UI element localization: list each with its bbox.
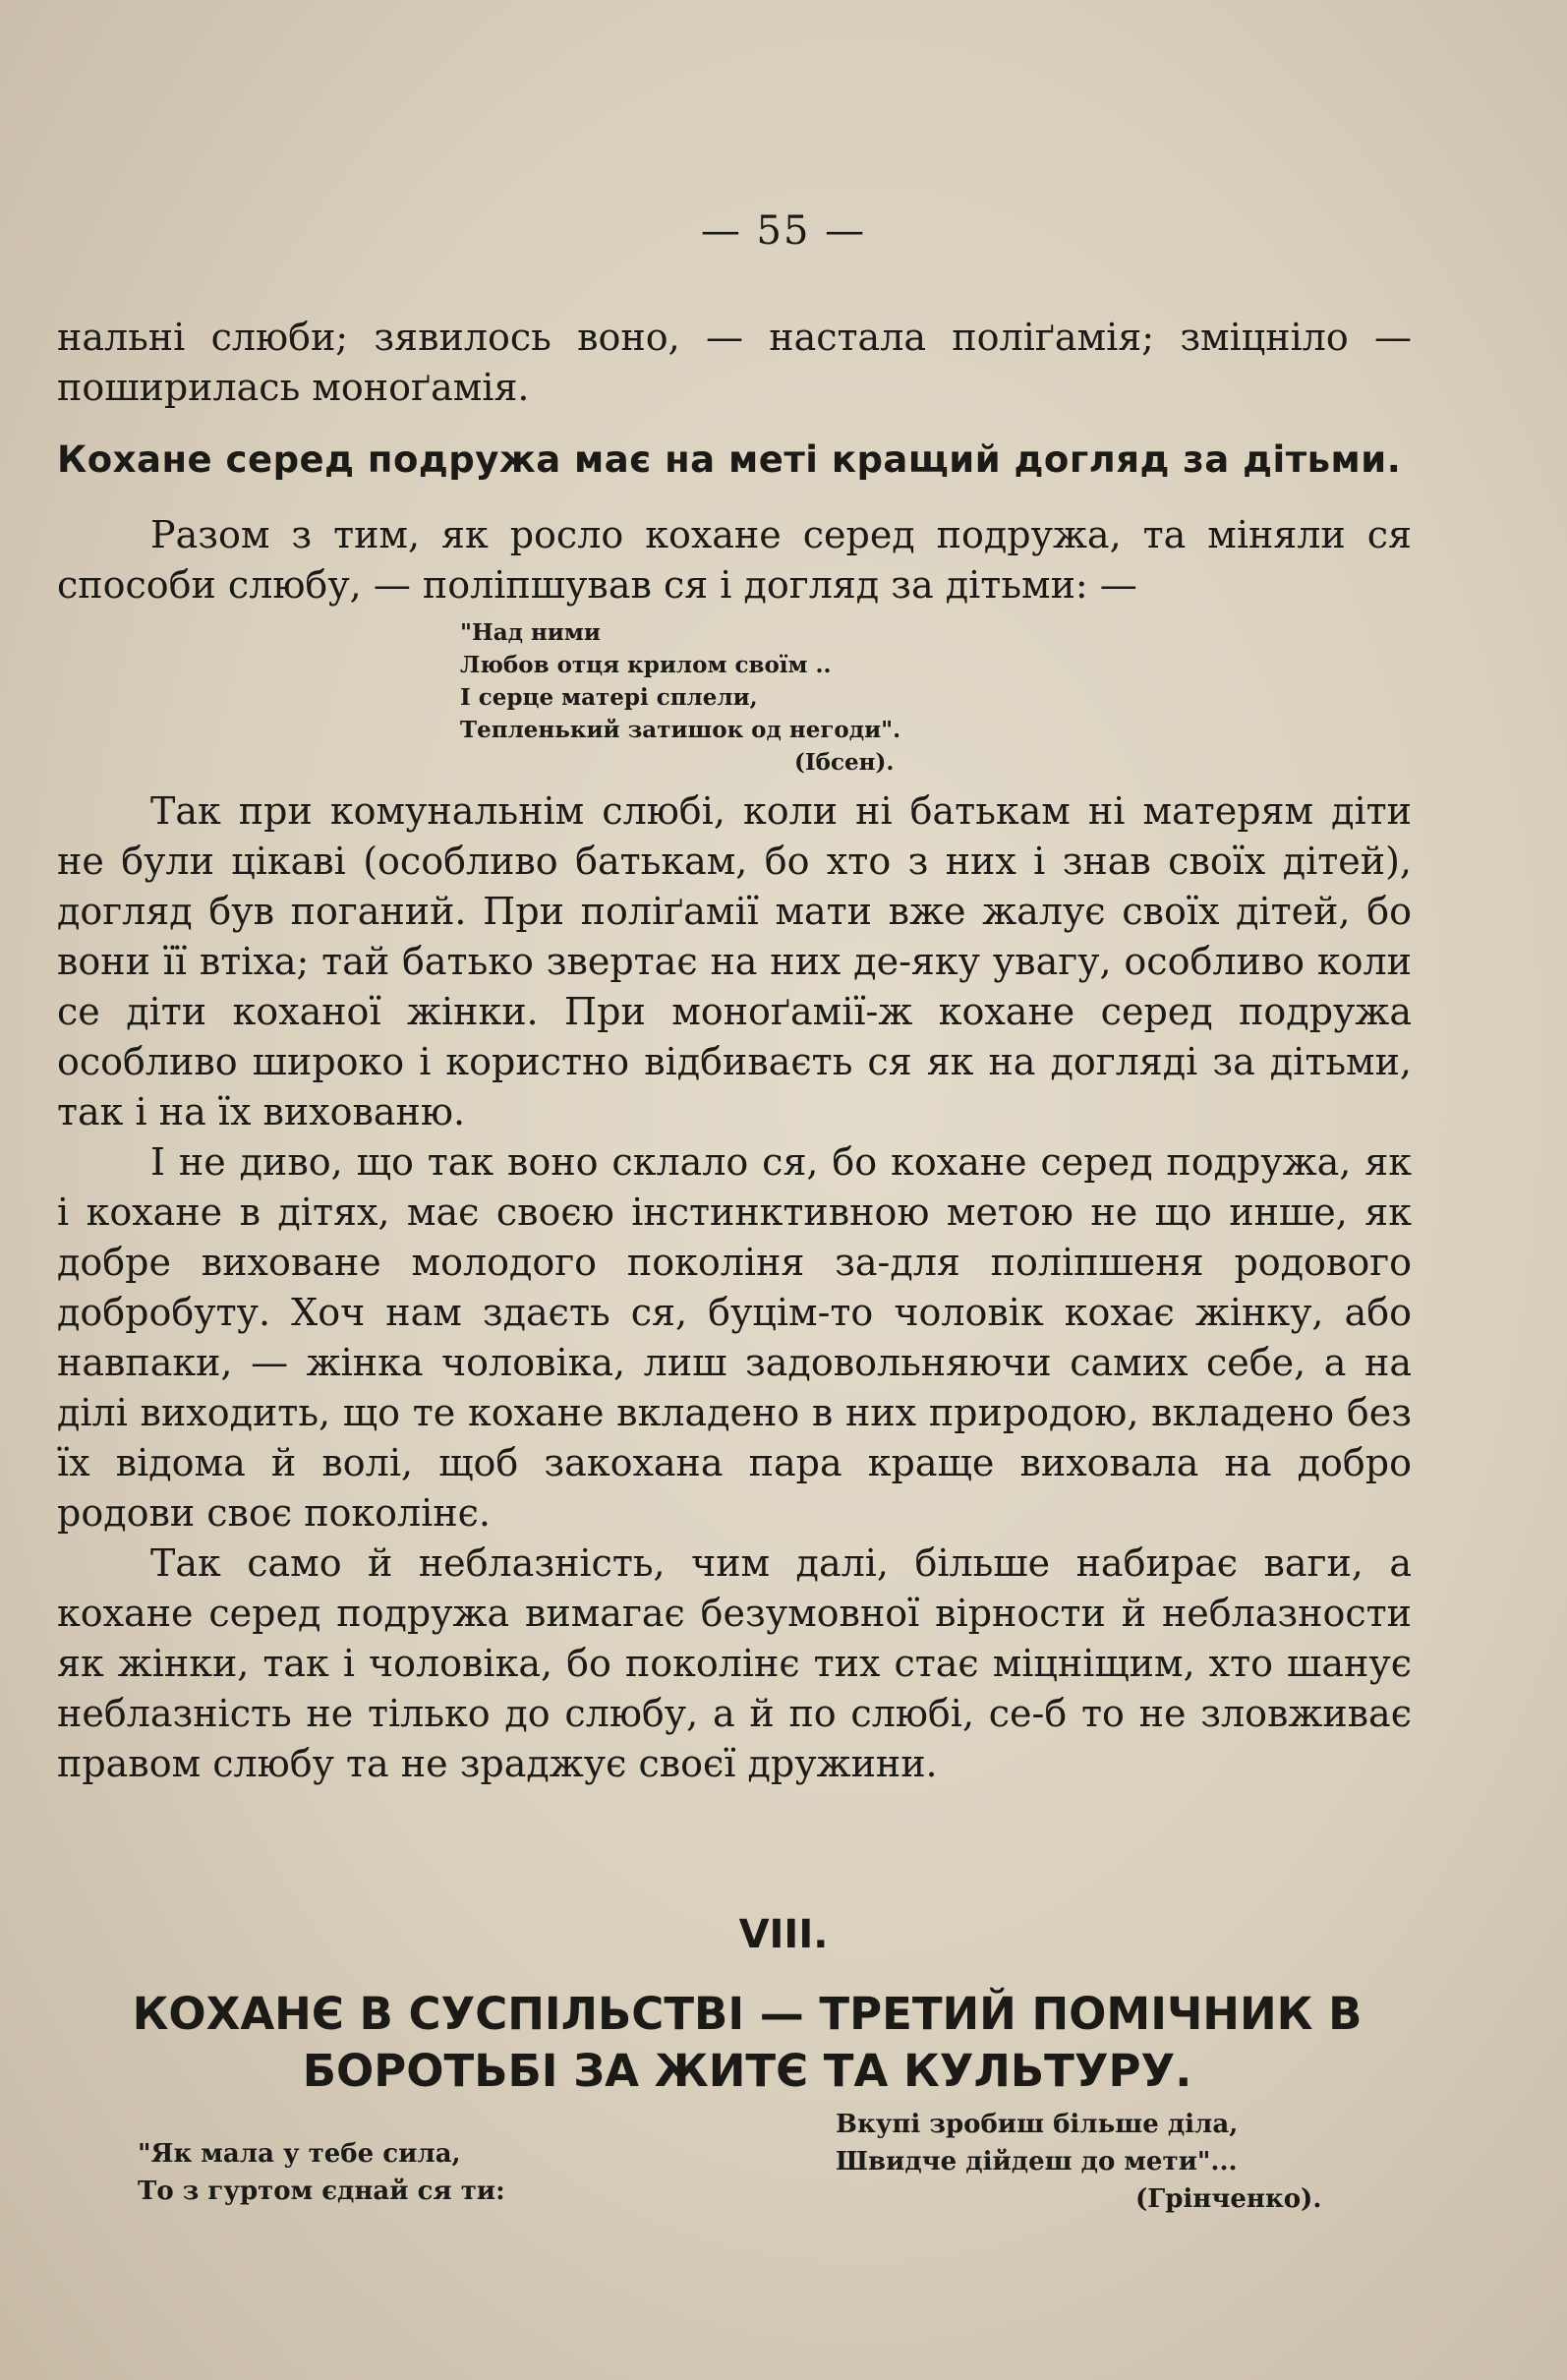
epigraph-line: Любов отця крилом своїм .. xyxy=(460,652,832,678)
epigraph-line: "Над ними xyxy=(460,619,601,646)
epigraph-author: (Грінченко). xyxy=(1135,2184,1322,2214)
epigraph-ibsen xyxy=(460,616,1412,779)
paragraph-1: Разом з тим, як росло кохане серед подружа, та міняли ся способи слюбу, — поліпшував ся і догляд за дітьми: — xyxy=(57,513,1412,607)
paragraph-3: І не диво, що так воно склало ся, бо кохане серед подружа, як і кохане в дітях, має своєю інстинктивною метою не що инше, як добре виховане молодого поколіня за-для поліпшеня родового добробуту. Хоч нам здаєть ся, буцім-то чоловік кохає жінку, або навпаки, — жінка чоловіка, лиш задовольняючи самих себе, а на ділі виходить, що те кохане вкладено в них природою, вкладено без їх відома й волі, щоб закохана пара краще виховала на добро родови своє поколінє. xyxy=(57,1140,1412,1535)
section-number: VIII. xyxy=(738,1912,829,1957)
epigraph-line: Тепленький затишок од негоди". xyxy=(460,717,901,743)
epigraph-author: (Ібсен). xyxy=(794,749,895,776)
paragraph-2: Так при комунальнім слюбі, коли ні батькам ні матерям діти не були цікаві (особливо батькам, бо хто з них і знав своїх дітей), догляд був поганий. При поліґамії мати вже жалує своїх дітей, бо вони її втіха; тай батько звертає на них де-яку увагу, особливо коли се діти коханої жінки. При моноґамії-ж кохане серед подружа особливо широко і користно відбиваєть ся як на догляді за дітьми, так і на їх вихованю. xyxy=(57,789,1412,1133)
epigraph-line: Вкупі зробиш більше діла, xyxy=(836,2110,1239,2139)
page-body xyxy=(57,313,1412,1789)
epigraph-line: І серце матері сплели, xyxy=(460,684,758,711)
page-number: — 55 — xyxy=(700,208,867,254)
paragraph-4: Так само й неблазність, чим далі, більше набирає ваги, а кохане серед подружа вимагає безумовної вірности й неблазности як жінки, так і чоловіка, бо поколінє тих стає міцніщим, хто шанує неблазність не тілько до слюбу, а й по слюбі, се-б то не зловживає правом слюбу та не зраджує своєї дружини. xyxy=(57,1541,1412,1785)
section-title: КОХАНЄ В СУСПІЛЬСТВІ — ТРЕТИЙ ПОМІЧНИК В БОРОТЬБІ ЗА ЖИТЄ ТА КУЛЬТУРУ. xyxy=(132,1988,1363,2097)
epigraph-line: То з гуртом єднай ся ти: xyxy=(138,2177,505,2206)
epigraph-line: Швидче дійдеш до мети"... xyxy=(836,2147,1238,2177)
epigraph-grinchenko-left xyxy=(138,2135,505,2210)
epigraph-line: "Як мала у тебе сила, xyxy=(138,2139,461,2169)
epigraph-grinchenko-right xyxy=(836,2106,1321,2218)
section-heading: Кохане серед подружа має на меті кращий догляд за дітьми. xyxy=(57,438,1402,481)
paragraph-intro: нальні слюби; зявилось воно, — настала поліґамія; зміцніло — поширилась моноґамія. xyxy=(57,316,1412,409)
